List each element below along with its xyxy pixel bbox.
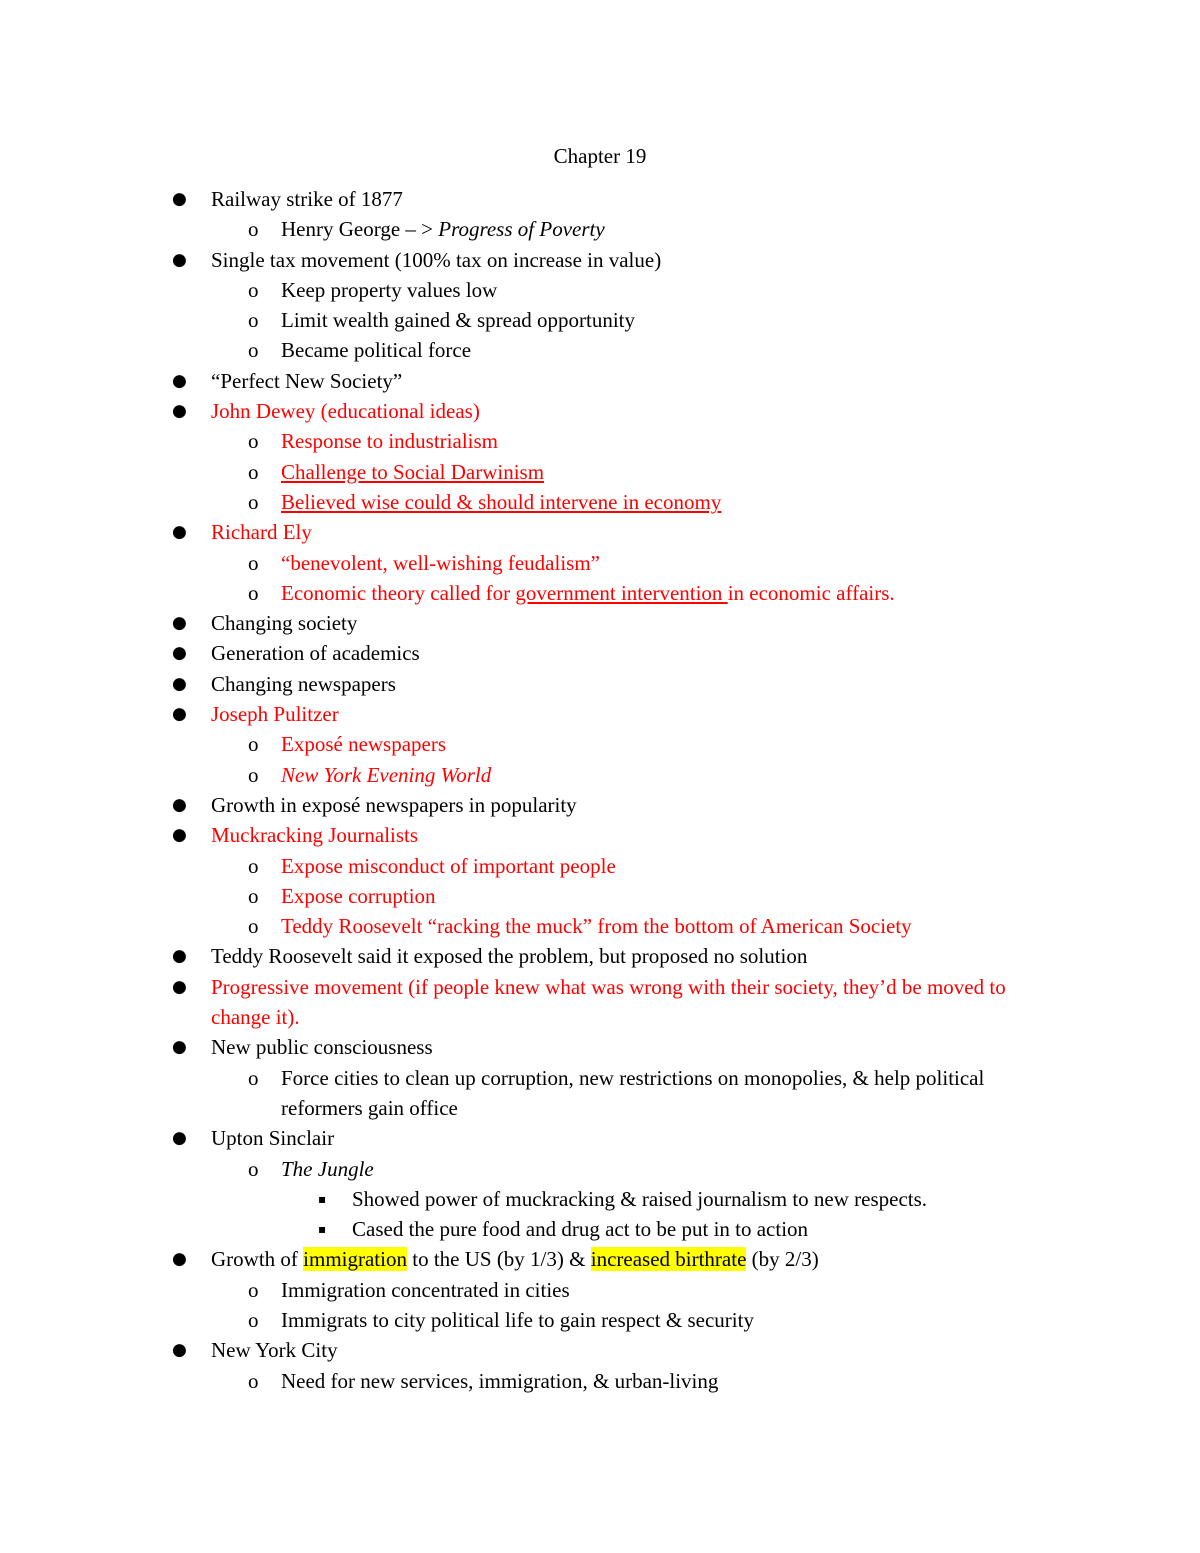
- disc-bullet-icon: ●: [172, 976, 187, 997]
- list-item: ● “Perfect New Society”: [0, 366, 1200, 396]
- circle-bullet-icon: o: [248, 883, 259, 908]
- list-item: ● Richard Ely: [0, 517, 1200, 547]
- circle-bullet-icon: o: [248, 732, 259, 757]
- square-bullet-icon: ▪: [318, 1222, 327, 1237]
- circle-bullet-icon: o: [248, 1277, 259, 1302]
- list-item: o Teddy Roosevelt “racking the muck” from the bottom of American Society: [0, 911, 1200, 941]
- list-item: [0, 1154, 1200, 1184]
- circle-bullet-icon: o: [248, 550, 259, 575]
- list-item: ● Growth in exposé newspapers in popularity: [0, 790, 1200, 820]
- circle-bullet-icon: o: [248, 429, 259, 454]
- disc-bullet-icon: ●: [172, 643, 187, 664]
- highlighted-text: immigration: [303, 1247, 407, 1272]
- disc-bullet-icon: ●: [172, 946, 187, 967]
- list-item: ● Changing newspapers: [0, 669, 1200, 699]
- list-item: ● Joseph Pulitzer: [0, 699, 1200, 729]
- disc-bullet-icon: ●: [172, 1128, 187, 1149]
- list-item: ● Upton Sinclair: [0, 1123, 1200, 1153]
- disc-bullet-icon: ●: [172, 673, 187, 694]
- disc-bullet-icon: ●: [172, 522, 187, 543]
- disc-bullet-icon: ●: [172, 189, 187, 209]
- list-item: ● New public consciousness: [0, 1032, 1200, 1062]
- list-item: ● Railway strike of 1877: [0, 184, 1200, 214]
- highlighted-text: increased birthrate: [590, 1247, 747, 1272]
- list-item: o Expose corruption: [0, 881, 1200, 911]
- list-item: o New York Evening World: [0, 760, 1200, 790]
- list-item: ● Teddy Roosevelt said it exposed the problem, but proposed no solution: [0, 941, 1200, 971]
- page-title: Chapter 19: [553, 144, 647, 168]
- list-item: o Exposé newspapers: [0, 729, 1200, 759]
- notes-list: [0, 184, 1200, 1396]
- list-item: o Expose misconduct of important people: [0, 851, 1200, 881]
- circle-bullet-icon: o: [248, 489, 259, 514]
- circle-bullet-icon: o: [248, 914, 259, 939]
- circle-bullet-icon: o: [248, 459, 259, 484]
- disc-bullet-icon: ●: [172, 704, 187, 725]
- list-item: ● Changing society: [0, 608, 1200, 638]
- list-item: ▪ Showed power of muckracking & raised journalism to new respects.: [0, 1184, 1200, 1214]
- circle-bullet-icon: o: [248, 853, 259, 878]
- list-item: ▪ Cased the pure food and drug act to be put in to action: [0, 1214, 1200, 1244]
- disc-bullet-icon: ●: [172, 370, 187, 391]
- list-item: o “benevolent, well-wishing feudalism”: [0, 548, 1200, 578]
- list-item: o Need for new services, immigration, & urban-living: [0, 1366, 1200, 1396]
- list-item: o Believed wise could & should intervene in economy: [0, 487, 1200, 517]
- list-item: o Force cities to clean up corruption, new restrictions on monopolies, & help political reformers gain office: [0, 1063, 1001, 1124]
- list-item: o Henry George – > Progress of Poverty: [0, 214, 1200, 244]
- list-item: o Became political force: [0, 335, 1200, 365]
- book-title: The Jungle: [281, 1156, 374, 1181]
- disc-bullet-icon: ●: [172, 401, 187, 422]
- list-item: ● Single tax movement (100% tax on increase in value): [0, 245, 1200, 275]
- circle-bullet-icon: o: [248, 308, 259, 333]
- book-title: Progress of Poverty: [438, 217, 605, 242]
- circle-bullet-icon: o: [248, 1307, 259, 1332]
- list-item: o Keep property values low: [0, 275, 1200, 305]
- circle-bullet-icon: o: [248, 580, 259, 605]
- list-item: o Limit wealth gained & spread opportunity: [0, 305, 1200, 335]
- disc-bullet-icon: ●: [172, 794, 187, 815]
- circle-bullet-icon: o: [248, 1368, 259, 1393]
- circle-bullet-icon: o: [248, 338, 259, 363]
- list-item: ● Growth of immigration to the US (by 1/3) & increased birthrate (by 2/3): [0, 1244, 1200, 1274]
- list-item: o Immigration concentrated in cities: [0, 1275, 1200, 1305]
- square-bullet-icon: ▪: [318, 1191, 327, 1206]
- circle-bullet-icon: o: [248, 277, 259, 302]
- list-item: ● Muckracking Journalists: [0, 820, 1200, 850]
- disc-bullet-icon: ●: [172, 249, 187, 270]
- list-item: ● John Dewey (educational ideas): [0, 396, 1200, 426]
- list-item: o Challenge to Social Darwinism: [0, 457, 1200, 487]
- disc-bullet-icon: ●: [172, 613, 187, 634]
- disc-bullet-icon: ●: [172, 825, 187, 846]
- circle-bullet-icon: o: [248, 1065, 259, 1090]
- disc-bullet-icon: ●: [172, 1249, 187, 1270]
- list-item: ● Progressive movement (if people knew what was wrong with their society, they’d be moved to change it).: [0, 972, 1011, 1033]
- disc-bullet-icon: ●: [172, 1037, 187, 1058]
- list-item: ● New York City: [0, 1335, 1200, 1365]
- list-item: o Response to industrialism: [0, 426, 1200, 456]
- disc-bullet-icon: ●: [172, 1340, 187, 1361]
- list-item: o Economic theory called for government intervention in economic affairs.: [0, 578, 1200, 608]
- circle-bullet-icon: o: [248, 762, 259, 787]
- circle-bullet-icon: o: [248, 1156, 259, 1181]
- circle-bullet-icon: o: [248, 217, 259, 242]
- list-item: ● Generation of academics: [0, 638, 1200, 668]
- list-item: o Immigrats to city political life to gain respect & security: [0, 1305, 1200, 1335]
